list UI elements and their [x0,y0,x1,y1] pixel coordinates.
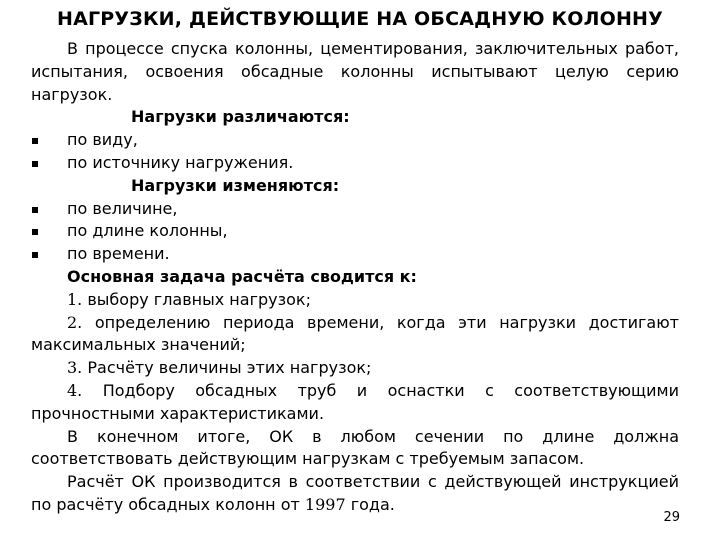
square-bullet-icon [32,229,38,235]
square-bullet-icon [32,252,38,258]
square-bullet-icon [32,161,38,167]
task-item: 4. Подбору обсадных труб и оснастки с соответствующими прочностными характеристиками. [31,380,679,423]
square-bullet-icon [32,207,38,213]
differ-heading: Нагрузки различаются: [131,107,350,127]
square-bullet-icon [32,138,38,144]
task-item: 2. определению периода времени, когда эти нагрузки достигают максимальных значений; [31,312,679,355]
task-item: 1. выбору главных нагрузок; [67,289,311,309]
list-item: по источнику нагружения. [31,152,679,175]
task-heading: Основная задача расчёта сводится к: [67,266,417,286]
list-item: по виду, [31,129,679,152]
differ-list [31,129,679,175]
task-item: 3. Расчёту величины этих нагрузок; [67,358,372,378]
list-item: по величине, [31,198,679,221]
change-heading: Нагрузки изменяются: [131,175,340,195]
slide-title: НАГРУЗКИ, ДЕЙСТВУЮЩИЕ НА ОБСАДНУЮ КОЛОННУ [56,8,664,30]
list-item: по времени. [31,243,679,266]
page-number: 29 [663,510,680,525]
conclusion-paragraph: В конечном итоге, ОК в любом сечении по длине должна соответствовать действующим нагрузкам с требуемым запасом. [31,426,679,469]
intro-paragraph: В процессе спуска колонны, цементирования, заключительных работ, испытания, освоения обсадные колонны испытывают целую серию нагрузок. [31,39,679,104]
final-paragraph: Расчёт ОК производится в соответствии с действующей инструкцией по расчёту обсадных колонн от 1997 года. [31,472,679,514]
slide-body [31,38,679,517]
change-list [31,198,679,266]
list-item: по длине колонны, [31,220,679,243]
